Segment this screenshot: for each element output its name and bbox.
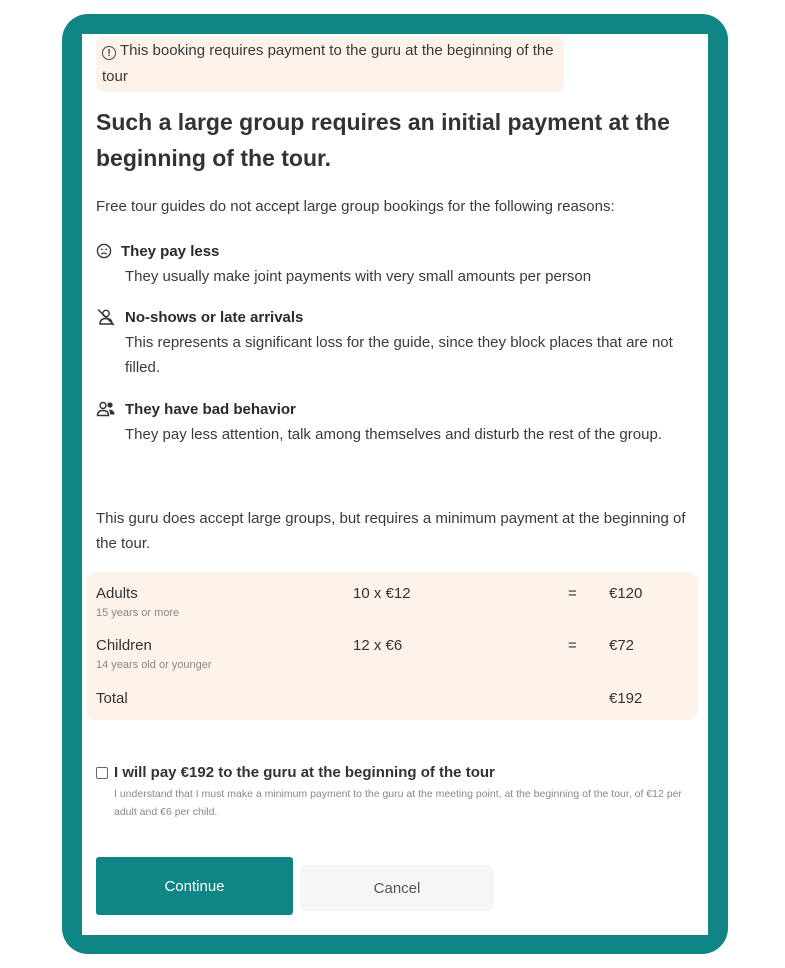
- total-label: Total: [96, 690, 128, 707]
- price-row-equals: =: [568, 637, 577, 654]
- price-row-sublabel: 15 years or more: [96, 607, 180, 619]
- reason-title: No-shows or late arrivals: [125, 308, 304, 326]
- price-row-label: Children: [96, 637, 152, 654]
- payment-requirement-modal: [82, 34, 708, 935]
- price-row-calc: 10 x €12: [353, 585, 411, 602]
- payment-notice-banner: [96, 36, 564, 92]
- users-icon: [96, 401, 116, 417]
- closing-text: This guru does accept large groups, but requires a minimum payment at the beginning of the tour.: [96, 510, 686, 552]
- continue-button[interactable]: Continue: [96, 857, 293, 915]
- payment-agreement: [96, 764, 696, 821]
- reason-item: [96, 398, 696, 447]
- price-breakdown: [86, 572, 698, 720]
- agree-label[interactable]: I will pay €192 to the guru at the beginning of the tour: [114, 764, 495, 781]
- sad-face-icon: [96, 243, 112, 259]
- reason-title: They have bad behavior: [125, 400, 296, 418]
- price-row-amount: €72: [609, 637, 635, 654]
- cancel-button[interactable]: Cancel: [300, 865, 494, 911]
- intro-text: Free tour guides do not accept large group bookings for the following reasons:: [96, 198, 615, 215]
- price-row-equals: =: [568, 585, 577, 602]
- modal-heading: Such a large group requires an initial payment at the beginning of the tour.: [96, 109, 670, 171]
- agree-checkbox[interactable]: [96, 767, 108, 779]
- reason-title: They pay less: [121, 242, 220, 260]
- price-row-calc: 12 x €6: [353, 637, 403, 654]
- reason-description: They pay less attention, talk among themselves and disturb the rest of the group.: [125, 426, 662, 443]
- reason-item: [96, 240, 696, 289]
- user-off-icon: [96, 308, 116, 326]
- agree-detail: I understand that I must make a minimum payment to the guru at the meeting point, at the beginning of the tour, of €12 per adult and €6 per child.: [114, 788, 682, 818]
- reason-description: This represents a significant loss for the guide, since they block places that are not filled.: [125, 334, 673, 376]
- notice-text: This booking requires payment to the guru at the beginning of the tour: [102, 42, 554, 85]
- price-row-amount: €120: [609, 585, 643, 602]
- price-row-label: Adults: [96, 585, 138, 602]
- reason-item: [96, 306, 696, 380]
- total-amount: €192: [609, 690, 643, 707]
- price-row-sublabel: 14 years old or younger: [96, 659, 212, 671]
- reason-description: They usually make joint payments with very small amounts per person: [125, 268, 592, 285]
- alert-circle-icon: !: [102, 46, 116, 60]
